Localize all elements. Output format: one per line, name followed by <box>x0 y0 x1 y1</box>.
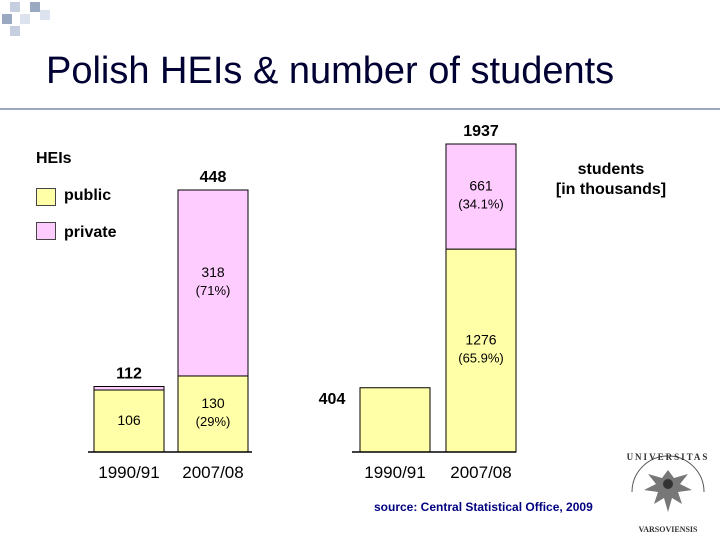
pct-label-public-2007-08: (29%) <box>195 413 231 429</box>
total-label-2007-08: 448 <box>199 169 227 186</box>
chart-layer <box>88 123 516 482</box>
data-label-public-2007-08: 1276 <box>465 331 497 348</box>
bar-public-1990-91 <box>360 388 430 452</box>
svg-text:VARSOVIENSIS: VARSOVIENSIS <box>638 525 698 534</box>
units-label-line-1: students <box>577 161 645 178</box>
legend-label-public: public <box>64 187 112 204</box>
total-label-1990-91: 404 <box>318 390 346 408</box>
bar-private-1990-91 <box>94 387 164 391</box>
units-label-line-2: [in thousands] <box>555 181 667 198</box>
pct-label-private-2007-08: (71%) <box>195 282 231 298</box>
source-note: source: Central Statistical Office, 2009 <box>374 500 593 514</box>
data-label-public-2007-08: 130 <box>201 394 225 411</box>
university-seal-logo <box>622 440 714 536</box>
pct-label-private-2007-08: (34.1%) <box>458 196 504 212</box>
slide-title: Polish HEIs & number of students <box>46 50 615 92</box>
pct-label-public-2007-08: (65.9%) <box>458 350 504 366</box>
x-tick-label-1990-91: 1990/91 <box>364 463 426 482</box>
x-tick-label-1990-91: 1990/91 <box>98 463 160 482</box>
data-label-private-2007-08: 661 <box>469 177 493 194</box>
x-tick-label-2007-08: 2007/08 <box>182 463 244 482</box>
x-tick-label-2007-08: 2007/08 <box>450 463 512 482</box>
total-label-2007-08: 1937 <box>463 123 499 140</box>
data-label-private-2007-08: 318 <box>201 263 225 280</box>
svg-text:UNIVERSITAS: UNIVERSITAS <box>626 452 710 462</box>
legend-label-private: private <box>64 224 117 241</box>
data-label-public-1990-91: 106 <box>117 412 141 429</box>
legend-title: HEIs <box>36 150 72 167</box>
total-label-1990-91: 112 <box>116 365 142 383</box>
